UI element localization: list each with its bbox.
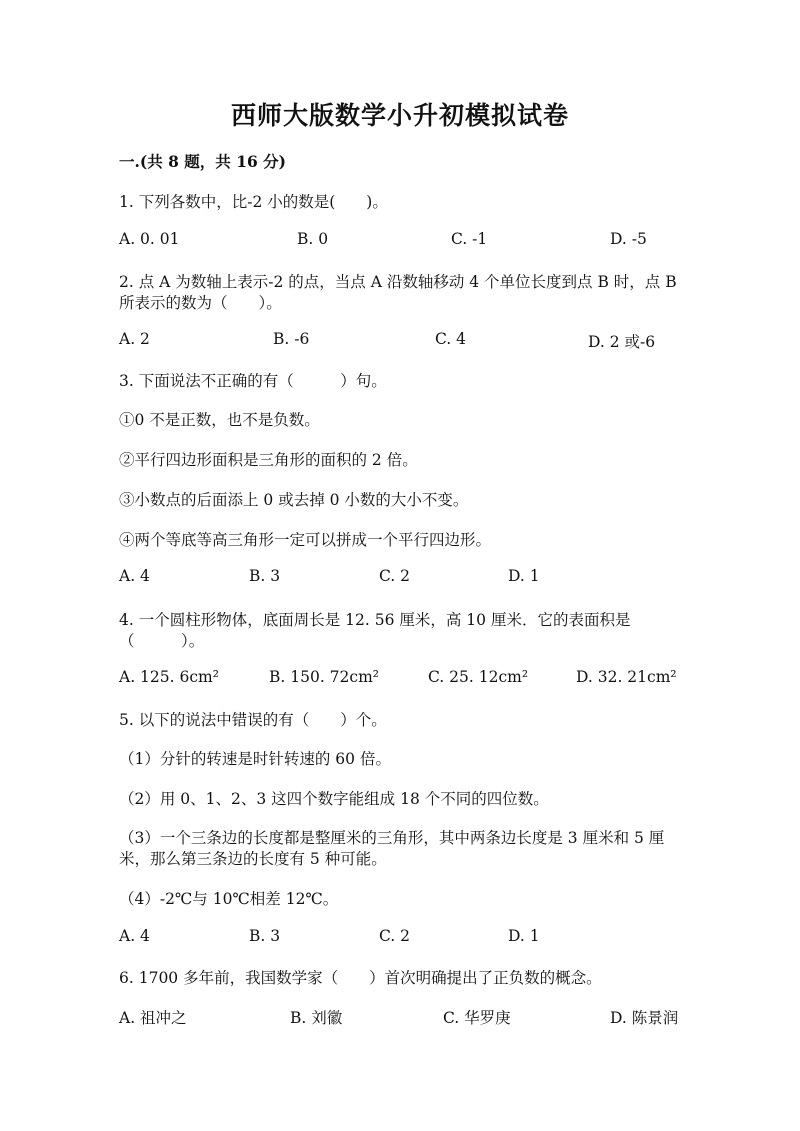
question-4-option-d: D. 32. 21cm² <box>576 668 677 686</box>
question-3-statement: ②平行四边形面积是三角形的面积的 2 倍。 <box>119 451 418 469</box>
question-1-option-b: B. 0 <box>297 230 329 248</box>
question-3-option-b: B. 3 <box>249 567 281 585</box>
question-6-option-b: B. 刘徽 <box>290 1009 343 1027</box>
question-5-option-c: C. 2 <box>379 927 411 945</box>
question-4-option-b: B. 150. 72cm² <box>269 668 379 686</box>
question-5-statement: （2）用 0、1、2、3 这四个数字能组成 18 个不同的四位数。 <box>119 790 549 808</box>
question-5-stem: 5. 以下的说法中错误的有（ ）个。 <box>119 711 387 729</box>
section-heading: 一.(共 8 题，共 16 分) <box>119 152 287 171</box>
question-2-option-a: A. 2 <box>119 330 150 348</box>
question-6-stem: 6. 1700 多年前，我国数学家（ ）首次明确提出了正负数的概念。 <box>119 969 602 987</box>
question-4-stem-line-1: 4. 一个圆柱形物体，底面周长是 12. 56 厘米，高 10 厘米．它的表面积是 <box>119 611 631 629</box>
question-5-option-a: A. 4 <box>119 927 150 945</box>
question-4-option-a: A. 125. 6cm² <box>119 668 219 686</box>
question-3-statement: ④两个等底等高三角形一定可以拼成一个平行四边形。 <box>119 531 492 549</box>
question-6-option-d: D. 陈景润 <box>610 1009 679 1027</box>
question-3-option-a: A. 4 <box>119 567 150 585</box>
page-title: 西师大版数学小升初模拟试卷 <box>230 101 569 130</box>
question-5-statement: （1）分针的转速是时针转速的 60 倍。 <box>119 750 391 768</box>
question-2-option-b: B. -6 <box>273 330 310 348</box>
question-1-option-d: D. -5 <box>610 230 647 248</box>
question-3-option-d: D. 1 <box>508 567 540 585</box>
question-1-stem: 1. 下列各数中，比-2 小的数是( )。 <box>119 193 388 211</box>
question-4-stem-line-2: （ ）。 <box>119 632 205 650</box>
question-1-option-a: A. 0. 01 <box>119 230 180 248</box>
question-2-option-c: C. 4 <box>435 330 467 348</box>
question-2-stem-line-1: 2. 点 A 为数轴上表示-2 的点，当点 A 沿数轴移动 4 个单位长度到点 B 时，点 B <box>119 273 677 291</box>
question-3-statement: ①0 不是正数，也不是负数。 <box>119 411 320 429</box>
question-2-option-d: D. 2 或-6 <box>588 333 656 351</box>
question-2-stem-line-2: 所表示的数为（ ）。 <box>119 294 282 312</box>
question-4-option-c: C. 25. 12cm² <box>428 668 529 686</box>
question-5-option-d: D. 1 <box>508 927 540 945</box>
question-3-option-c: C. 2 <box>379 567 411 585</box>
question-1-option-c: C. -1 <box>451 230 488 248</box>
question-5-statement: （3）一个三条边的长度都是整厘米的三角形，其中两条边长度是 3 厘米和 5 厘 <box>119 829 665 847</box>
question-3-stem: 3. 下面说法不正确的有（ ）句。 <box>119 372 387 390</box>
question-5-option-b: B. 3 <box>249 927 281 945</box>
question-5-statement: 米，那么第三条边的长度有 5 种可能。 <box>119 850 387 868</box>
question-3-statement: ③小数点的后面添上 0 或去掉 0 小数的大小不变。 <box>119 491 469 509</box>
question-6-option-c: C. 华罗庚 <box>443 1009 511 1027</box>
question-5-statement: （4）-2℃与 10℃相差 12℃。 <box>119 890 339 908</box>
question-6-option-a: A. 祖冲之 <box>119 1009 187 1027</box>
